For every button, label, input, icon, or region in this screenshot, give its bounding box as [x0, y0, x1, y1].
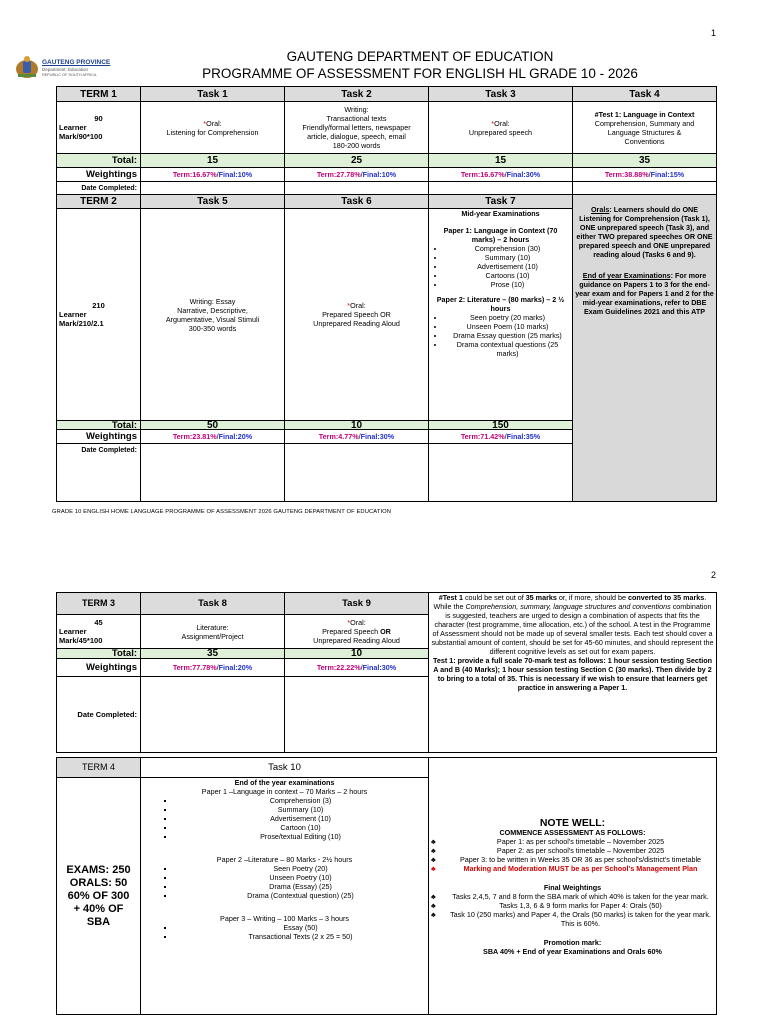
task9-desc — [285, 615, 429, 649]
club-icon: ♣ — [431, 909, 436, 919]
page-number: 2 — [711, 570, 717, 580]
orals-side-note — [573, 195, 717, 502]
header-term2: TERM 2 — [57, 195, 141, 209]
task6-weighting: Term:4.77%/Final:30% — [285, 430, 429, 444]
header-task10: Task 10 — [141, 758, 429, 778]
task-line: 180-200 words — [332, 141, 381, 150]
logo-republic: REPUBLIC OF SOUTH AFRICA — [42, 73, 97, 77]
list-text: Tasks 2,4,5, 7 and 8 form the SBA mark of which 40% is taken for the year mark. — [452, 891, 709, 901]
list-item: • Comprehension (30) — [445, 244, 570, 253]
club-icon: ♣ — [431, 900, 436, 910]
task9-total: 10 — [285, 649, 429, 659]
learner-mark-total: 90 — [94, 114, 103, 123]
task-line: Narrative, Descriptive, — [177, 305, 248, 315]
commence-list — [431, 837, 714, 873]
task8-desc — [141, 615, 285, 649]
final-weight: Final:30% — [506, 170, 541, 179]
logo-province: GAUTENG PROVINCE — [42, 59, 111, 66]
task9-date-cell[interactable] — [285, 677, 429, 753]
task-line: Listening for Comprehension — [166, 127, 259, 137]
term1-learner-mark — [57, 102, 141, 154]
task-line: Oral: — [206, 118, 222, 128]
header-task8: Task 8 — [141, 593, 285, 615]
task-line: Oral: — [494, 118, 510, 128]
term-weight: Term:77.78% — [172, 663, 217, 672]
summary-line: SBA — [86, 915, 111, 928]
date-completed-label: Date Completed: — [57, 444, 141, 502]
date-completed-label: Date Completed: — [57, 677, 141, 753]
task-line: Literature: — [196, 622, 229, 632]
task-line: Oral: — [350, 618, 366, 627]
title-line-2: PROGRAMME OF ASSESSMENT FOR ENGLISH HL GRADE 10 - 2026 — [202, 66, 638, 81]
task4-desc — [573, 102, 717, 154]
task5-date-cell[interactable] — [141, 444, 285, 502]
list-item: ▪ Drama (Essay) (25) — [175, 882, 426, 891]
term-weight: Term:23.81% — [172, 432, 217, 441]
list-item: • Prose (10) — [445, 280, 570, 289]
header-task3: Task 3 — [429, 87, 573, 102]
header-term4: TERM 4 — [57, 758, 141, 778]
term-4-table — [56, 757, 717, 1015]
paper1-heading: Paper 1 –Language in context – 70 Marks – 2 hours — [201, 787, 368, 796]
eoy-text: : For more guidance on Papers 1 to 3 for the end-year exam and for Papers 1 and 2 for the mid-year examinations, refer to DBE Exam Guidelines 2021 and this ATP — [575, 271, 714, 316]
task2-date-cell[interactable] — [285, 182, 429, 195]
task-line: Comprehension, Summary and — [594, 118, 695, 128]
term4-summary — [57, 778, 141, 1015]
paper2-list — [431, 313, 570, 358]
list-item: • Seen poetry (20 marks) — [445, 313, 570, 322]
summary-line: ORALS: 50 — [69, 876, 128, 889]
list-item: • Drama Essay question (25 marks) — [445, 331, 570, 340]
task2-total: 25 — [285, 154, 429, 168]
task-line: Unprepared Reading Aloud — [313, 319, 400, 328]
learner-formula: Mark/210/2.1 — [59, 319, 104, 328]
term-weight: Term:22.22% — [316, 663, 361, 672]
header-task5: Task 5 — [141, 195, 285, 209]
task-line: Language Structures & — [607, 127, 682, 137]
mid-year-heading: Mid-year Examinations — [461, 209, 540, 218]
star-mark: * — [491, 118, 495, 128]
weightings-label: Weightings — [57, 659, 141, 677]
task4-date-cell[interactable] — [573, 182, 717, 195]
learner-mark-total: 45 — [94, 618, 103, 627]
header-task1: Task 1 — [141, 87, 285, 102]
list-item — [431, 855, 714, 864]
note-text: combination is suggested, teachers are urged to design a combination of aspects that fits the character (test programme, time allocation, etc.) of the school. A test in the Programme of Assessment should not be made up of several smaller tests. Each test should cover a substantial amount of content, should be set for 45-60 minutes, and should represent the different cognitive levels as set out for exam papers. — [431, 602, 714, 656]
gauteng-logo — [14, 54, 114, 82]
task-line: Prepared Speech — [322, 627, 381, 636]
task7-total: 150 — [429, 421, 573, 430]
header-term3: TERM 3 — [57, 593, 141, 615]
task5-weighting: Term:23.81%/Final:20% — [141, 430, 285, 444]
header-task4: Task 4 — [573, 87, 717, 102]
exam-heading: End of the year examinations — [234, 778, 335, 787]
task-line: Transactional texts — [326, 114, 387, 123]
task1-desc — [141, 102, 285, 154]
paper1-list — [143, 796, 426, 841]
task3-date-cell[interactable] — [429, 182, 573, 195]
paper1-heading: Paper 1: Language in Context (70 marks) – 2 hours — [443, 226, 558, 244]
term-weight: Term:71.42% — [460, 432, 505, 441]
note-bold: converted to 35 marks — [627, 593, 705, 602]
star-mark: * — [347, 618, 351, 627]
commence-heading: COMMENCE ASSESSMENT AS FOLLOWS: — [499, 827, 646, 837]
note-text: could be set out of — [462, 593, 526, 602]
term3-learner-mark — [57, 615, 141, 649]
list-text: Tasks 1,3, 6 & 9 form marks for Paper 4: Orals (50) — [499, 900, 662, 910]
paper2-heading: Paper 2: Literature – (80 marks) – 2 ½ hours — [436, 295, 565, 313]
learner-formula: Mark/90*100 — [59, 132, 103, 141]
learner-label: Learner — [59, 123, 87, 132]
final-weight: Final:15% — [650, 170, 685, 179]
task-line: Prepared Speech OR — [322, 310, 391, 319]
learner-label: Learner — [59, 627, 87, 636]
promotion-text: SBA 40% + End of year Examinations and Orals 60% — [483, 946, 662, 956]
task8-date-cell[interactable] — [141, 677, 285, 753]
final-weight: Final:30% — [360, 432, 395, 441]
final-weight: Final:10% — [218, 170, 253, 179]
task3-desc — [429, 102, 573, 154]
list-item: ▪ Transactional Texts (2 x 25 = 50) — [175, 932, 426, 941]
final-weightings-list — [431, 892, 714, 928]
task8-total: 35 — [141, 649, 285, 659]
final-weight: Final:20% — [218, 432, 253, 441]
list-item: ▪ Unseen Poetry (10) — [175, 873, 426, 882]
task6-total: 10 — [285, 421, 429, 430]
task6-desc — [285, 209, 429, 421]
header-term1: TERM 1 — [57, 87, 141, 102]
task1-weighting: Term:16.67%/Final:10% — [141, 168, 285, 182]
list-item: • Summary (10) — [445, 253, 570, 262]
task5-desc — [141, 209, 285, 421]
task7-weighting: Term:71.42%/Final:35% — [429, 430, 573, 444]
weightings-label: Weightings — [57, 168, 141, 182]
task6-date-cell[interactable] — [285, 444, 429, 502]
task1-date-cell[interactable] — [141, 182, 285, 195]
note-test1-guidance: Test 1: provide a full scale 70-mark test as follows: 1 hour session testing Section A and B (40 Marks); 1 hour session testing Section C (30 marks). Then divide by 2 to bring to a total of 35. This is necessary if we wish to ensure that learners get practice in answering a Paper 1. — [432, 656, 713, 692]
note-well-panel — [429, 758, 717, 1015]
learner-label: Learner — [59, 310, 87, 319]
task-line: #Test 1: Language in Context — [594, 109, 695, 119]
final-weight: Final:10% — [362, 170, 397, 179]
note-italic: Comprehension, summary, language structures and conventions — [465, 602, 671, 611]
summary-line: EXAMS: 250 — [66, 863, 131, 876]
page-number: 1 — [711, 28, 717, 38]
total-label: Total: — [57, 421, 141, 430]
list-item: ▪ Seen Poetry (20) — [175, 864, 426, 873]
orals-label: Orals — [590, 205, 610, 214]
list-item: ▪ Summary (10) — [175, 805, 426, 814]
paper3-heading: Paper 3 – Writing – 100 Marks – 3 hours — [220, 914, 349, 923]
learner-formula: Mark/45*100 — [59, 636, 103, 645]
task-line: Writing: Essay — [189, 296, 236, 306]
club-icon: ♣ — [431, 845, 436, 855]
star-mark: * — [203, 118, 207, 128]
task7-date-cell[interactable] — [429, 444, 573, 502]
list-item: ▪ Advertisement (10) — [175, 814, 426, 823]
list-item — [431, 901, 714, 910]
task10-desc — [141, 778, 429, 1015]
task-line: Conventions — [624, 136, 665, 146]
task2-desc — [285, 102, 429, 154]
task5-total: 50 — [141, 421, 285, 430]
term-weight: Term:38.88% — [604, 170, 649, 179]
note-bold: 35 marks — [525, 593, 557, 602]
note-well-heading: NOTE WELL: — [539, 816, 606, 829]
final-weight: Final:30% — [362, 663, 397, 672]
list-text: Marking and Moderation MUST be as per School's Management Plan — [463, 863, 698, 873]
list-item: • Unseen Poem (10 marks) — [445, 322, 570, 331]
coat-of-arms-icon — [14, 54, 40, 80]
summary-line: + 40% OF — [73, 902, 124, 915]
header-task6: Task 6 — [285, 195, 429, 209]
weightings-label: Weightings — [57, 430, 141, 444]
list-item-red — [431, 864, 714, 873]
eoy-label: End of year Examinations — [582, 271, 671, 280]
task7-desc — [429, 209, 573, 421]
promotion-heading: Promotion mark: — [543, 937, 602, 947]
task-line: article, dialogue, speech, email — [307, 132, 406, 141]
note-bold: #Test 1 — [438, 593, 463, 602]
club-icon: ♣ — [431, 863, 436, 873]
learner-mark-total: 210 — [92, 301, 105, 310]
paper2-list — [143, 864, 426, 900]
list-item: ▪ Essay (50) — [175, 923, 426, 932]
header-task9: Task 9 — [285, 593, 429, 615]
list-item: ▪ Drama (Contextual question) (25) — [175, 891, 426, 900]
page-title — [140, 48, 700, 82]
list-text: Paper 2: as per school's timetable – November 2025 — [496, 845, 665, 855]
title-line-1: GAUTENG DEPARTMENT OF EDUCATION — [286, 49, 554, 64]
task-line-bold: OR — [380, 627, 391, 636]
test1-note — [429, 593, 717, 753]
task-line: 300-350 words — [188, 323, 237, 333]
task-line: Unprepared speech — [468, 127, 533, 137]
task-line: Friendly/formal letters, newspaper — [302, 123, 411, 132]
list-item: ▪ Cartoon (10) — [175, 823, 426, 832]
list-item: • Advertisement (10) — [445, 262, 570, 271]
club-icon: ♣ — [431, 854, 436, 864]
task2-weighting: Term:27.78%/Final:10% — [285, 168, 429, 182]
list-item — [431, 837, 714, 846]
list-item — [431, 892, 714, 901]
final-weightings-heading: Final Weightings — [543, 882, 602, 892]
list-item: • Cartoons (10) — [445, 271, 570, 280]
task4-total: 35 — [573, 154, 717, 168]
paper3-list — [143, 923, 426, 941]
final-weight: Final:35% — [506, 432, 541, 441]
list-item: ▪ Prose/textual Editing (10) — [175, 832, 426, 841]
task8-weighting: Term:77.78%/Final:20% — [141, 659, 285, 677]
list-item: ▪ Comprehension (3) — [175, 796, 426, 805]
term-weight: Term:16.67% — [460, 170, 505, 179]
task3-total: 15 — [429, 154, 573, 168]
total-label: Total: — [57, 154, 141, 168]
term-weight: Term:27.78% — [316, 170, 361, 179]
term2-learner-mark — [57, 209, 141, 421]
list-item — [431, 846, 714, 855]
header-task7: Task 7 — [429, 195, 573, 209]
task-line: Oral: — [350, 301, 366, 310]
task4-weighting: Term:38.88%/Final:15% — [573, 168, 717, 182]
star-mark: * — [347, 301, 351, 310]
list-item — [431, 910, 714, 928]
logo-dept: Department: Education — [42, 67, 89, 72]
task-line: Writing: — [344, 105, 369, 114]
orals-text: : Learners should do ONE Listening for Comprehension (Task 1), ONE unprepared speech (Task 3), and either TWO prepared speeches OR ONE prepared speech and ONE unprepared reading aloud (Tasks 6 and 9). — [576, 205, 713, 259]
term-weight: Term:4.77% — [318, 432, 359, 441]
term-1-2-table — [56, 86, 717, 502]
final-weight: Final:20% — [218, 663, 253, 672]
task3-weighting: Term:16.67%/Final:30% — [429, 168, 573, 182]
task-line: Unprepared Reading Aloud — [313, 636, 400, 645]
term-3-4-table — [56, 592, 717, 753]
term-weight: Term:16.67% — [172, 170, 217, 179]
total-label: Total: — [57, 649, 141, 659]
list-item: • Drama contextual questions (25 marks) — [445, 340, 570, 358]
task9-weighting: Term:22.22%/Final:30% — [285, 659, 429, 677]
note-text: or, if more, should be — [556, 593, 628, 602]
summary-line: 60% OF 300 — [67, 889, 130, 902]
page-footer: GRADE 10 ENGLISH HOME LANGUAGE PROGRAMME OF ASSESSMENT 2026 GAUTENG DEPARTMENT OF EDUCATION — [52, 509, 392, 515]
club-icon: ♣ — [431, 891, 436, 901]
club-icon: ♣ — [431, 836, 436, 846]
task1-total: 15 — [141, 154, 285, 168]
paper1-list — [431, 244, 570, 289]
list-text: Task 10 (250 marks) and Paper 4, the Orals (50 marks) is taken for the year mark. This is 60%. — [450, 909, 711, 928]
task-line: Argumentative, Visual Stimuli — [165, 314, 260, 324]
date-completed-label: Date Completed: — [57, 182, 141, 195]
header-task2: Task 2 — [285, 87, 429, 102]
list-text: Paper 1: as per school's timetable – November 2025 — [496, 836, 665, 846]
paper2-heading: Paper 2 –Literature – 80 Marks - 2½ hours — [216, 855, 353, 864]
note-text: . While the — [433, 593, 707, 611]
task-line: Assignment/Project — [181, 631, 244, 641]
list-text: Paper 3: to be written in Weeks 35 OR 36 as per school's/district's timetable — [459, 854, 702, 864]
